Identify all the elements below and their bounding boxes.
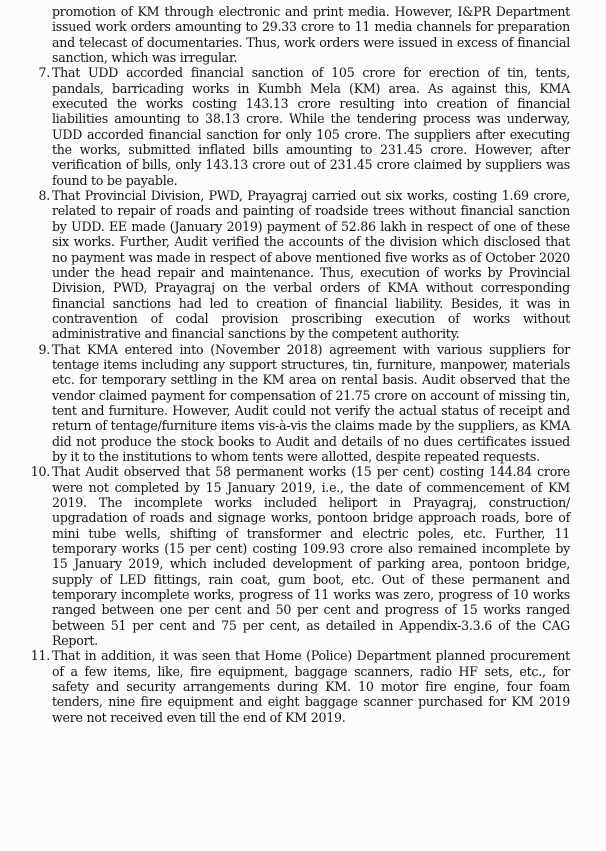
list-item-text: That in addition, it was seen that Home (Police) Department planned procurement of a few items, like, fire equipment, baggage scanners, radio HF sets, etc., for safety and security arrangements during KM. 10 motor fire engine, four foam tenders, nine fire equipment and eight baggage scanner purchased for KM 2019 were not received even till the end of KM 2019. bbox=[52, 648, 570, 725]
list-item-text: That Provincial Division, PWD, Prayagraj carried out six works, costing 1.69 crore, related to repair of roads and painting of roadside trees without financial sanction by UDD. EE made (January 2019) payment of 52.86 lakh in respect of one of these six works. Further, Audit verified the accounts of the division which disclosed that no payment was made in respect of above mentioned five works as of October 2020 under the head repair and maintenance. Thus, execution of works by Provincial Division, PWD, Prayagraj on the verbal orders of KMA without corresponding financial sanctions had led to creation of financial liability. Besides, it was in contravention of codal provision proscribing execution of works without administrative and financial sanctions by the competent authority. bbox=[52, 188, 570, 342]
list-item-text: That KMA entered into (November 2018) agreement with various suppliers for tentage items including any support structures, tin, furniture, manpower, materials etc. for temporary settling in the KM area on rental basis. Audit observed that the vendor claimed payment for compensation of 21.75 crore on account of missing tin, tent and furniture. However, Audit could not verify the actual status of receipt and return of tentage/furniture items vis-à-vis the claims made by the suppliers, as KMA did not produce the stock books to Audit and details of no dues certificates issued by it to the institutions to whom tents were allotted, despite repeated requests. bbox=[52, 341, 570, 464]
list-item-number: 10. bbox=[30, 464, 50, 480]
list-item-10 bbox=[30, 464, 570, 648]
list-item-7 bbox=[30, 65, 570, 188]
intro-paragraph: promotion of KM through electronic and print media. However, I&PR Department issued work orders amounting to 29.33 crore to 11 media channels for preparation and telecast of documentaries. Thus, work orders were issued in excess of financial sanction, which was irregular. bbox=[52, 4, 570, 66]
list-item-11 bbox=[30, 648, 570, 725]
list-item-number: 7. bbox=[38, 65, 50, 81]
list-item-number: 8. bbox=[38, 188, 50, 204]
document-body bbox=[30, 4, 570, 725]
list-item-number: 11. bbox=[30, 648, 50, 664]
list-item-text: That Audit observed that 58 permanent works (15 per cent) costing 144.84 crore were not completed by 15 January 2019, i.e., the date of commencement of KM 2019. The incomplete works included heliport in Prayagraj, construction/ upgradation of roads and signage works, pontoon bridge approach roads, bore of mini tube wells, shifting of transformer and electric poles, etc. Further, 11 temporary works (15 per cent) costing 109.93 crore also remained incomplete by 15 January 2019, which included development of parking area, pontoon bridge, supply of LED fittings, rain coat, gum boot, etc. Out of these permanent and temporary incomplete works, progress of 11 works was zero, progress of 10 works ranged between one per cent and 50 per cent and progress of 15 works ranged between 51 per cent and 75 per cent, as detailed in Appendix-3.3.6 of the CAG Report. bbox=[52, 464, 570, 649]
list-item-text: That UDD accorded financial sanction of 105 crore for erection of tin, tents, pandals, barricading works in Kumbh Mela (KM) area. As against this, KMA executed the works costing 143.13 crore resulting into creation of financial liabilities amounting to 38.13 crore. While the tendering process was underway, UDD accorded financial sanction for only 105 crore. The suppliers after executing the works, submitted inflated bills amounting to 231.45 crore. However, after verification of bills, only 143.13 crore out of 231.45 crore claimed by suppliers was found to be payable. bbox=[52, 65, 570, 188]
list-item-9 bbox=[30, 342, 570, 465]
list-item-8 bbox=[30, 188, 570, 341]
list-item-number: 9. bbox=[38, 341, 50, 357]
